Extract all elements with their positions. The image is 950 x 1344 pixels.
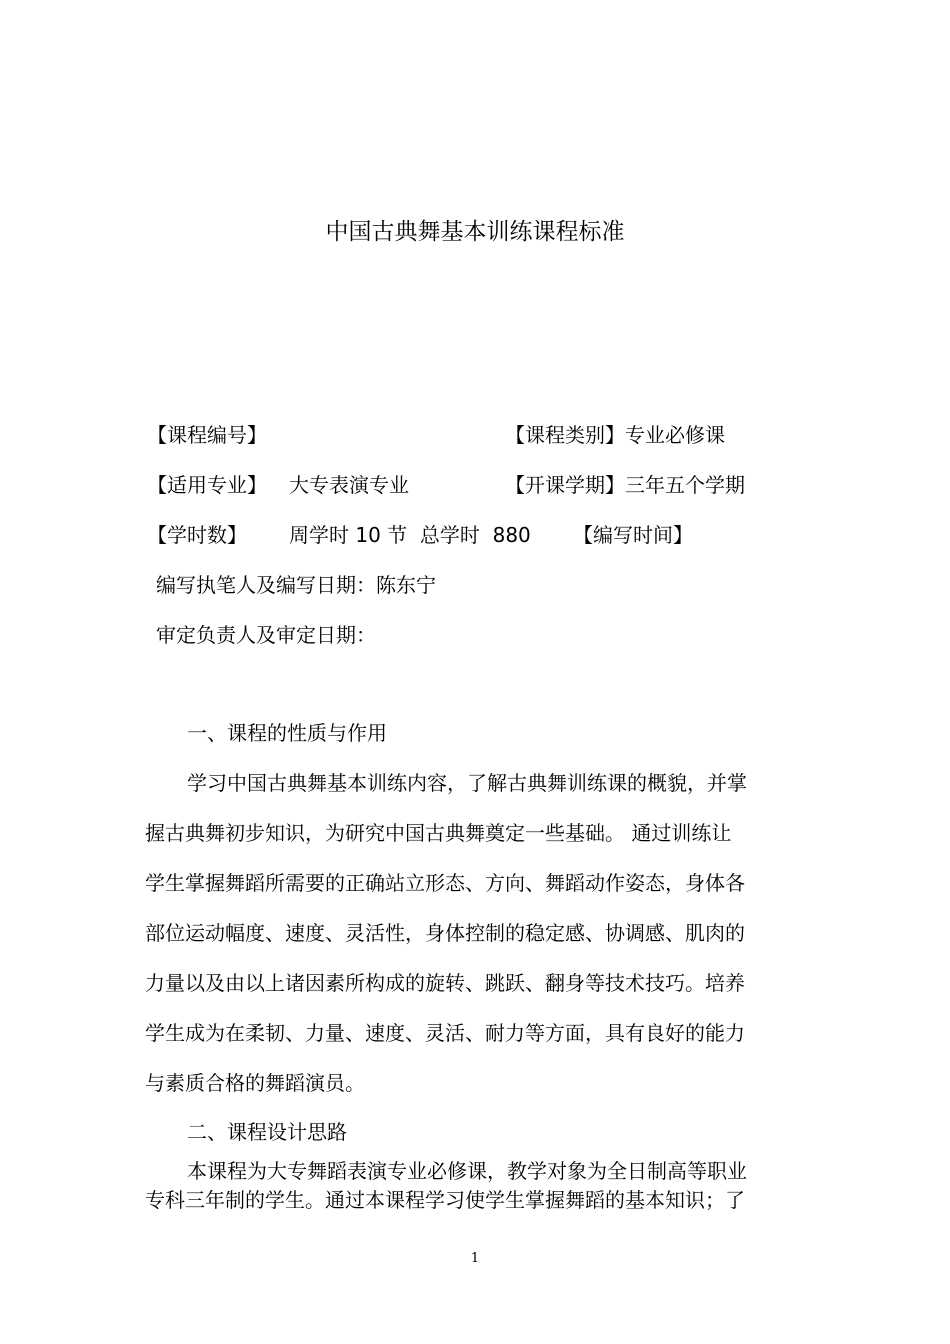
write-time-label: 【编写时间】 <box>573 523 693 547</box>
reviewer-line: 审定负责人及审定日期： <box>156 623 376 647</box>
major-label: 【适用专业】 <box>147 473 267 497</box>
paragraph-line: 部位运动幅度、速度、灵活性，身体控制的稳定感、协调感、肌肉的 <box>145 921 745 945</box>
paragraph-line: 学习中国古典舞基本训练内容，了解古典舞训练课的概貌，并掌 <box>187 771 747 795</box>
paragraph-line: 本课程为大专舞蹈表演专业必修课，教学对象为全日制高等职业 <box>187 1159 747 1183</box>
section-body-nature <box>145 768 807 1118</box>
term-field <box>505 470 745 500</box>
hours-value: 周学时 10 节 总学时 880 <box>289 523 531 547</box>
paragraph-line: 专科三年制的学生。通过本课程学习使学生掌握舞蹈的基本知识；了 <box>145 1188 745 1212</box>
course-type-field <box>505 420 725 450</box>
section-heading-design: 二、课程设计思路 <box>187 1120 347 1144</box>
paragraph-line: 力量以及由以上诸因素所构成的旋转、跳跃、翻身等技术技巧。培养 <box>145 971 745 995</box>
term-value: 三年五个学期 <box>625 473 745 497</box>
course-code-label: 【课程编号】 <box>147 423 267 447</box>
course-type-label: 【课程类别】 <box>505 423 625 447</box>
paragraph-line: 与素质合格的舞蹈演员。 <box>145 1071 365 1095</box>
paragraph-line: 学生成为在柔韧、力量、速度、灵活、耐力等方面，具有良好的能力 <box>145 1021 745 1045</box>
document-title: 中国古典舞基本训练课程标准 <box>325 219 625 245</box>
page-number: 1 <box>470 1251 480 1266</box>
major-value: 大专表演专业 <box>289 473 409 497</box>
hours-label: 【学时数】 <box>147 523 247 547</box>
section-body-design <box>145 1157 807 1215</box>
section-heading-nature: 一、课程的性质与作用 <box>187 721 387 745</box>
course-type-value: 专业必修课 <box>625 423 725 447</box>
paragraph-line: 学生掌握舞蹈所需要的正确站立形态、方向、舞蹈动作姿态，身体各 <box>145 871 745 895</box>
author-line: 编写执笔人及编写日期：陈东宁 <box>156 573 436 597</box>
term-label: 【开课学期】 <box>505 473 625 497</box>
paragraph-line: 握古典舞初步知识，为研究中国古典舞奠定一些基础。 通过训练让 <box>145 821 732 845</box>
